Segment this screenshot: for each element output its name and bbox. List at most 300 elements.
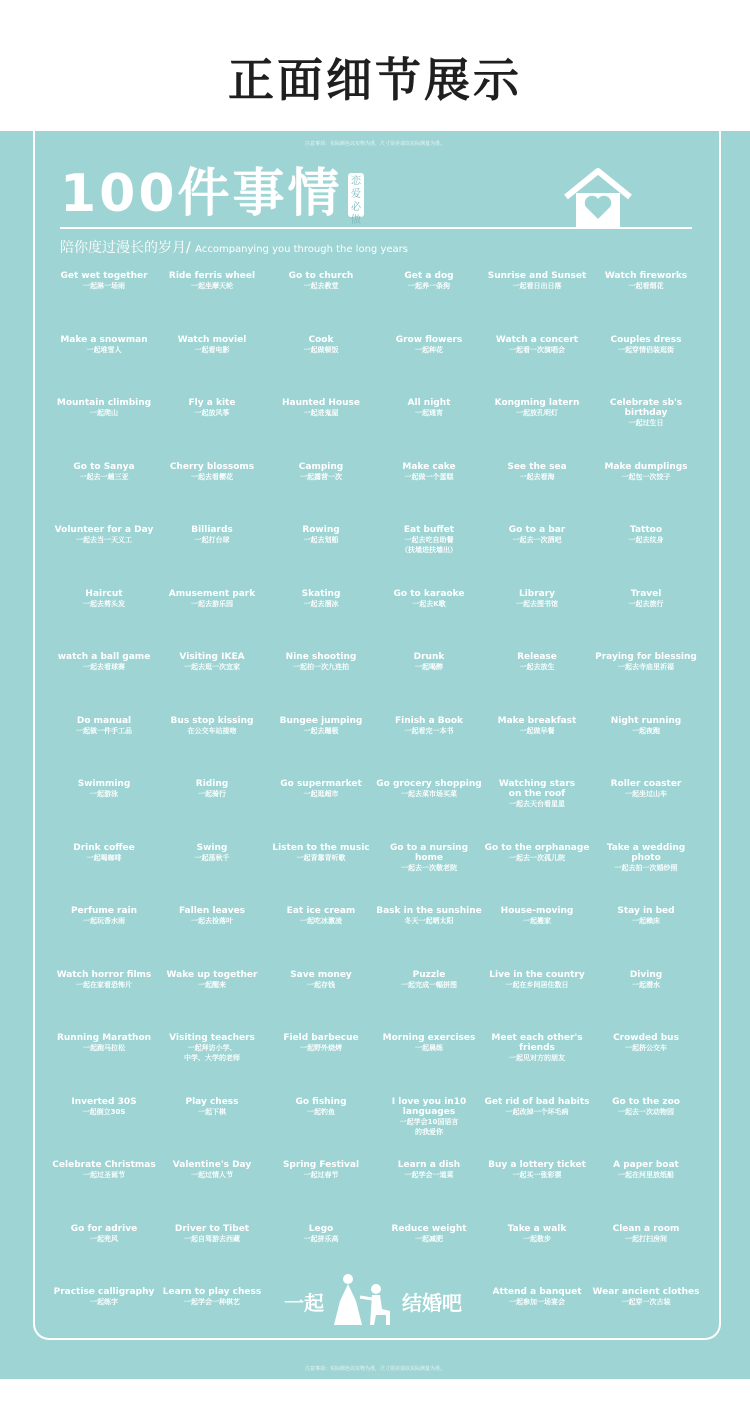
activity-label-en: Mountain climbing [56, 398, 152, 408]
activity-item [158, 1224, 266, 1274]
activity-label-zh: 一起过春节 [303, 1171, 339, 1179]
activity-label-zh: 一起练字 [90, 1298, 118, 1306]
activity-item [267, 525, 375, 575]
activity-label-zh: 一起散步 [523, 1234, 551, 1243]
activity-label-en: Go to karaoke [393, 588, 465, 599]
activity-label-en: Go for adrive [70, 1223, 138, 1234]
activity-label-en: Meet each other's [491, 1033, 583, 1043]
activity-item [50, 525, 158, 575]
activity-label-zh: 一起过生日 [628, 419, 664, 427]
activity-label-en: Learn to play chess [162, 1287, 262, 1297]
activity-item [50, 589, 158, 639]
activity-label-en: Travel [630, 588, 662, 599]
activity-label-zh: 一起跑马拉松 [83, 1044, 125, 1052]
activity-label-en: Buy a lottery ticket [488, 1160, 586, 1170]
activity-label-en: Eat ice cream [286, 906, 356, 916]
activity-label-zh: 一起去教堂 [303, 282, 339, 290]
activity-label-en: Bus stop kissing [170, 715, 254, 726]
activity-label-en: Listen to the music [272, 842, 370, 853]
activity-label-zh: 一起打扫房间 [625, 1234, 667, 1243]
activity-label-en: Valentine's Day [172, 1160, 252, 1170]
activity-label-en: Eat buffet [403, 525, 455, 535]
activity-label-zh: 一起学会一道菜 [404, 1171, 454, 1179]
activity-label-en: Wake up together [166, 969, 258, 980]
activity-label-zh: 一起去看樱花 [191, 472, 233, 481]
activity-label-zh: 一起去图书馆 [516, 599, 558, 608]
activity-label-zh: 一起过情人节 [191, 1171, 233, 1179]
activity-label-zh: 一起爬山 [90, 409, 118, 417]
activity-label-zh: 一起去放生 [519, 663, 555, 671]
activity-label-en: Go to Sanya [73, 461, 135, 472]
activity-label-en: Praying for blessing [595, 652, 697, 662]
activity-label-en: Clean a room [612, 1223, 680, 1234]
activity-item [483, 271, 591, 321]
activity-label-zh: 中学、大学的老师 [184, 1054, 240, 1062]
activity-label-en: Billiards [191, 525, 233, 535]
activity-label-zh: 一起看一次演唱会 [509, 345, 565, 354]
activity-label-zh: 一起穿情侣装逛街 [618, 345, 674, 354]
activity-item [592, 970, 700, 1020]
activity-label-zh: 一起去一次酒吧 [512, 536, 562, 544]
activity-item [483, 1160, 591, 1210]
activity-label-en: Get a dog [404, 271, 454, 281]
activity-label-en: House-moving [500, 906, 574, 916]
activity-label-zh: 一起去吃自助餐 [404, 536, 454, 544]
activity-item [267, 398, 375, 448]
activity-label-zh: 一起露营一次 [300, 472, 342, 481]
activity-item [375, 779, 483, 829]
activity-item [483, 970, 591, 1020]
activity-item [158, 843, 266, 893]
activity-label-en: Amusement park [168, 588, 256, 599]
activity-label-zh: 在公交车站接吻 [187, 726, 237, 735]
activity-label-zh: 一起潜水 [632, 980, 660, 989]
activity-item [483, 843, 591, 893]
activity-label-zh: 一起骑行 [198, 790, 226, 798]
activity-label-en: Swimming [77, 779, 131, 789]
activity-item [592, 525, 700, 575]
activity-label-en: Drink coffee [73, 842, 135, 853]
activity-item [50, 1033, 158, 1083]
activity-item [592, 398, 700, 448]
activity-label-zh: 一起拜访小学、 [187, 1044, 237, 1052]
activity-label-en: Practise calligraphy [53, 1287, 155, 1297]
activity-label-en: Take a walk [507, 1223, 567, 1234]
activity-label-zh: 的我爱你 [415, 1127, 443, 1136]
activity-label-en: Inverted 30S [71, 1096, 137, 1107]
activity-label-en: Volunteer for a Day [54, 525, 154, 535]
activity-label-zh: 一起拍一次九连拍 [293, 663, 349, 671]
activity-item [50, 1097, 158, 1147]
activity-item [267, 843, 375, 893]
activity-label-zh: 一起兜风 [90, 1234, 118, 1243]
activity-label-zh: 一起钓鱼 [307, 1107, 335, 1116]
activity-item [375, 843, 483, 893]
activity-item [50, 652, 158, 702]
activity-item [267, 1097, 375, 1147]
activity-item [50, 335, 158, 385]
activity-label-zh: （扶墙进扶墙出） [401, 546, 457, 554]
activity-label-en: Roller coaster [610, 779, 682, 789]
activity-label-en: Fallen leaves [178, 906, 246, 916]
activity-item [158, 1160, 266, 1210]
activity-item [158, 1033, 266, 1083]
activity-label-zh: 一起去捡落叶 [191, 917, 233, 925]
activity-item [375, 1097, 483, 1147]
activity-label-zh: 一起看日出日落 [512, 282, 562, 290]
activity-label-zh: 一起去一次动物园 [618, 1107, 674, 1116]
activity-item [483, 1287, 591, 1337]
bottom-note: 注意事项：实际颜色以实物为准，尺寸误差请以实际测量为准。 [304, 1366, 445, 1372]
activity-label-zh: 一起去看海 [519, 472, 555, 481]
activity-label-zh: 一起去K歌 [412, 599, 446, 608]
activity-label-zh: 一起拼乐高 [303, 1234, 339, 1243]
activity-label-en: Perfume rain [70, 906, 138, 916]
activity-label-en: Watching stars [498, 779, 576, 789]
activity-item [50, 1287, 158, 1337]
activity-label-en: Cherry blossoms [169, 461, 255, 472]
activity-label-en: Running Marathon [56, 1033, 152, 1043]
activity-label-zh: 一起做一个蛋糕 [404, 472, 454, 481]
subtitle-en: Accompanying you through the long years [195, 244, 408, 255]
activity-item [483, 398, 591, 448]
activity-label-zh: 一起野外烧烤 [300, 1044, 342, 1052]
activity-item [592, 462, 700, 512]
activity-label-en: Celebrate Christmas [52, 1160, 156, 1170]
activity-item [267, 589, 375, 639]
house-heart-icon [562, 167, 634, 227]
activity-item [592, 843, 700, 893]
activity-label-en: Go supermarket [280, 779, 362, 789]
activity-label-en: I love you in10 [391, 1096, 467, 1107]
activity-label-en: watch a ball game [57, 652, 151, 662]
activity-label-en: Couples dress [610, 334, 682, 345]
activity-item [483, 462, 591, 512]
activity-item [592, 271, 700, 321]
activity-label-en: Puzzle [412, 969, 446, 980]
activity-label-en: Spring Festival [282, 1160, 360, 1170]
activity-label-zh: 一起赖床 [632, 917, 660, 925]
activity-label-zh: 一起淋一场雨 [83, 282, 125, 290]
activity-label-en: Make breakfast [497, 715, 577, 726]
activity-label-en: Watch a concert [495, 334, 579, 345]
activity-item [267, 1224, 375, 1274]
activity-item [375, 462, 483, 512]
activity-label-zh: 冬天一起晒太阳 [404, 917, 454, 925]
activity-label-en: See the sea [507, 461, 567, 472]
activity-label-zh: 一起玩香水雨 [83, 917, 125, 925]
activity-item [592, 335, 700, 385]
activity-label-en: Visiting IKEA [179, 652, 245, 662]
activity-item [267, 271, 375, 321]
activity-item [50, 271, 158, 321]
activity-label-en: Visiting teachers [169, 1033, 255, 1043]
activity-label-zh: 一起做顿饭 [303, 345, 339, 354]
activity-item [592, 652, 700, 702]
activity-label-en: friends [519, 1043, 555, 1053]
activity-label-en: Release [517, 652, 557, 662]
activity-item [267, 906, 375, 956]
activity-label-zh: 一起去游乐园 [191, 599, 233, 608]
activity-item [50, 906, 158, 956]
activity-item [375, 398, 483, 448]
activity-item [375, 716, 483, 766]
activity-item [158, 525, 266, 575]
activity-label-zh: 一起喝醉 [415, 663, 443, 671]
activity-label-zh: 一起穿一次古装 [621, 1298, 671, 1306]
activity-label-en: Haunted House [282, 398, 360, 408]
activity-label-en: Ride ferris wheel [168, 271, 256, 281]
activity-item [158, 271, 266, 321]
activity-label-zh: 一起看电影 [194, 345, 230, 354]
activity-label-en: Live in the country [489, 969, 585, 980]
activity-label-zh: 一起进鬼屋 [303, 409, 339, 417]
activity-label-zh: 一起夜跑 [632, 726, 660, 735]
activity-label-zh: 一起减肥 [415, 1234, 443, 1243]
activity-item [592, 906, 700, 956]
activity-label-zh: 一起在家看恐怖片 [76, 980, 132, 989]
activity-item [592, 1224, 700, 1274]
activity-item [483, 652, 591, 702]
couple-proposal-icon [332, 1271, 394, 1327]
activity-label-zh: 一起醒来 [198, 980, 226, 989]
activity-item [50, 970, 158, 1020]
activity-item [267, 970, 375, 1020]
activity-item [483, 525, 591, 575]
activity-item [158, 1287, 266, 1337]
activity-label-en: Go to the zoo [612, 1096, 680, 1107]
activity-label-zh: 一起去溜冰 [303, 599, 339, 608]
activity-label-zh: 一起去一趟三亚 [79, 472, 129, 481]
activity-label-en: Go to church [288, 271, 354, 281]
finale-right: 结婚吧 [402, 1291, 462, 1315]
activity-item [267, 652, 375, 702]
activity-label-en: Skating [301, 588, 341, 599]
activity-item [50, 1160, 158, 1210]
activity-label-en: Watch moviel [177, 334, 247, 345]
activity-label-en: Learn a dish [397, 1160, 461, 1170]
activity-label-en: Reduce weight [391, 1223, 467, 1234]
activity-label-zh: 一起去划船 [303, 536, 339, 544]
activity-label-en: Get rid of bad habits [484, 1096, 590, 1107]
activity-item [158, 462, 266, 512]
activity-label-zh: 一起去一次敬老院 [401, 863, 457, 872]
activity-label-zh: 一起种花 [415, 345, 443, 354]
top-note: 注意事项：实际颜色以实物为准，尺寸误差请以实际测量为准。 [304, 141, 445, 147]
activity-item [592, 779, 700, 829]
activity-item [50, 398, 158, 448]
activity-label-en: Field barbecue [283, 1033, 359, 1043]
activity-item [267, 462, 375, 512]
activity-label-zh: 一起去当一天义工 [76, 536, 132, 544]
badge: 恋爱必做 [348, 173, 364, 217]
activity-label-en: Stay in bed [617, 906, 675, 916]
activity-item [375, 525, 483, 575]
activity-label-zh: 一起吃冰激凌 [300, 917, 342, 925]
activity-label-zh: 一起晨练 [415, 1044, 443, 1052]
activity-label-zh: 一起过圣诞节 [83, 1171, 125, 1179]
activity-label-zh: 一起堆雪人 [86, 345, 122, 354]
activity-label-zh: 一起倒立30S [82, 1107, 126, 1116]
activity-label-en: Driver to Tibet [174, 1223, 250, 1234]
activity-label-zh: 一起看烟花 [628, 282, 664, 290]
activity-label-zh: 一起做一件手工品 [76, 726, 132, 735]
activity-item [267, 1160, 375, 1210]
activity-label-zh: 一起参加一场宴会 [509, 1298, 565, 1306]
activity-label-en: Bungee jumping [279, 715, 363, 726]
activity-item [267, 716, 375, 766]
activity-item [483, 1097, 591, 1147]
activity-item [267, 1033, 375, 1083]
activity-item [375, 271, 483, 321]
activity-label-en: Make cake [402, 461, 456, 472]
activity-item [483, 716, 591, 766]
poster-title: 100件事情 [60, 164, 343, 224]
activity-label-en: Camping [298, 461, 344, 472]
activity-label-zh: 一起放孔明灯 [516, 409, 558, 417]
activity-label-en: Bask in the sunshine [376, 906, 482, 916]
activity-label-zh: 一起放风筝 [194, 409, 230, 417]
activity-label-en: Go to a bar [508, 525, 566, 535]
activity-label-en: Rowing [302, 525, 340, 535]
activity-label-en: Morning exercises [382, 1033, 476, 1043]
activity-label-en: Night running [610, 715, 682, 726]
activity-label-zh: 一起喝咖啡 [86, 853, 122, 862]
activity-item [375, 652, 483, 702]
activity-label-zh: 一起完成一幅拼图 [401, 980, 457, 989]
activity-item [592, 1033, 700, 1083]
activity-label-zh: 一起下棋 [198, 1107, 226, 1116]
activity-label-en: Take a wedding photo [606, 842, 686, 863]
activity-label-en: Library [518, 588, 556, 599]
activity-item [592, 589, 700, 639]
activity-label-zh: 一起存钱 [307, 980, 335, 989]
activity-item [375, 1224, 483, 1274]
activity-label-zh: 一起学会10国语言 [399, 1117, 459, 1126]
activity-label-en: Riding [195, 779, 229, 789]
activity-label-zh: 一起背靠背听歌 [296, 853, 346, 862]
activity-item [158, 779, 266, 829]
activity-label-en: Fly a kite [188, 398, 236, 408]
activity-item [483, 589, 591, 639]
activity-item [267, 779, 375, 829]
activity-label-en: on the roof [508, 789, 566, 799]
activity-label-en: Crowded bus [613, 1033, 679, 1043]
activity-item [375, 1160, 483, 1210]
activity-item [158, 335, 266, 385]
activity-label-en: Get wet together [60, 271, 148, 281]
activity-label-en: Lego [308, 1223, 334, 1234]
activity-label-zh: 一起自驾游去西藏 [184, 1234, 240, 1243]
activity-item [483, 335, 591, 385]
activity-label-en: Save money [290, 969, 352, 980]
activity-label-en: All night [407, 398, 451, 408]
activity-label-en: Watch fireworks [604, 271, 688, 281]
activity-label-zh: 一起去蹦极 [303, 726, 339, 735]
activity-item [50, 779, 158, 829]
activity-label-en: Do manual [76, 715, 132, 726]
activity-label-zh: 一起去看球赛 [83, 663, 125, 671]
activity-item [592, 1287, 700, 1337]
activity-item [158, 589, 266, 639]
activity-item [267, 335, 375, 385]
activity-label-en: Kongming latern [494, 398, 580, 408]
activity-label-zh: 一起打台球 [194, 536, 230, 544]
activity-item [50, 843, 158, 893]
finale [284, 1271, 474, 1331]
subtitle [60, 237, 408, 257]
activity-item [483, 779, 591, 829]
activity-label-zh: 一起通宵 [415, 409, 443, 417]
activity-label-zh: 一起游泳 [90, 790, 118, 798]
activity-label-en: Swing [196, 842, 228, 853]
activity-item [158, 906, 266, 956]
activity-label-en: Play chess [185, 1096, 239, 1107]
activity-item [592, 716, 700, 766]
activity-label-zh: 一起去旅行 [628, 599, 664, 608]
activity-label-zh: 一起去菜市场买菜 [401, 790, 457, 798]
poster [0, 131, 750, 1379]
activity-label-zh: 一起看完一本书 [404, 726, 454, 735]
activity-label-en: Attend a banquet [492, 1287, 582, 1297]
activity-label-zh: 一起在乡间居住数日 [505, 980, 569, 989]
activity-label-en: Wear ancient clothes [592, 1287, 700, 1297]
activity-label-en: Go to a nursing home [389, 842, 469, 863]
activity-label-en: Haircut [85, 588, 123, 599]
activity-label-en: Nine shooting [285, 652, 357, 662]
activity-label-en: Finish a Book [394, 715, 464, 726]
activity-item [592, 1097, 700, 1147]
activity-item [375, 906, 483, 956]
activity-label-en: Tattoo [629, 525, 663, 535]
activity-item [158, 1097, 266, 1147]
activity-label-en: Go to the orphanage [484, 842, 590, 853]
activity-item [50, 1224, 158, 1274]
page-heading: 正面细节展示 [228, 53, 522, 107]
activity-item [158, 970, 266, 1020]
activity-label-zh: 一起搬家 [523, 917, 551, 925]
activity-label-zh: 一起学会一种棋艺 [184, 1298, 240, 1306]
activity-label-en: Celebrate sb's birthday [609, 398, 683, 418]
activity-label-zh: 一起在河里放纸船 [618, 1171, 674, 1179]
activity-item [375, 589, 483, 639]
activity-label-zh: 一起逛超市 [303, 790, 339, 798]
activity-label-zh: 一起去纹身 [628, 536, 664, 544]
title-rule [60, 227, 692, 229]
activity-label-zh: 一起见对方的朋友 [509, 1054, 565, 1062]
activity-item [375, 335, 483, 385]
activity-label-en: Go fishing [295, 1096, 347, 1107]
activity-item [158, 716, 266, 766]
activity-item [483, 1224, 591, 1274]
activity-label-zh: 一起去天台看星星 [509, 800, 565, 808]
activity-label-zh: 一起去拍一次婚纱照 [614, 863, 678, 872]
activity-item [592, 1160, 700, 1210]
activity-item [375, 1033, 483, 1083]
activity-item [158, 652, 266, 702]
activity-label-zh: 一起坐摩天轮 [191, 282, 233, 290]
activity-label-en: Make a snowman [60, 334, 148, 345]
activity-label-zh: 一起去一次孤儿院 [509, 853, 565, 862]
activity-label-zh: 一起荡秋千 [194, 853, 230, 862]
activity-label-en: Make dumplings [604, 461, 688, 472]
activity-item [375, 970, 483, 1020]
activity-label-en: A paper boat [613, 1160, 679, 1170]
activity-label-zh: 一起去剪头发 [83, 599, 125, 608]
activity-item [50, 462, 158, 512]
activity-label-en: Grow flowers [395, 334, 463, 345]
activity-label-zh: 一起买一张彩票 [512, 1171, 562, 1179]
